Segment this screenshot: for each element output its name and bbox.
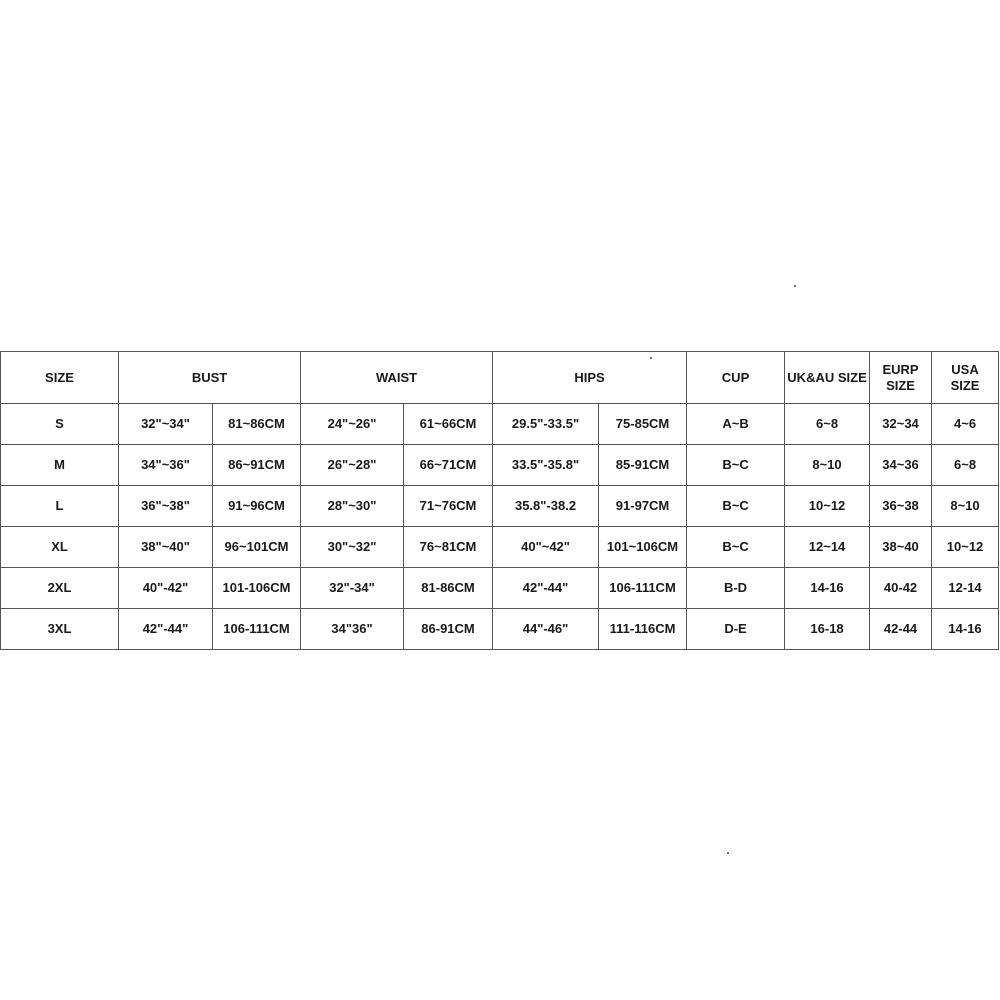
cell-hips-cm: 111-116CM <box>599 609 687 650</box>
cell-usa-size: 4~6 <box>932 404 999 445</box>
table-row <box>1 486 999 527</box>
header-ukau-size: UK&AU SIZE <box>785 352 870 404</box>
cell-usa-size: 14-16 <box>932 609 999 650</box>
cell-waist-cm: 66~71CM <box>404 445 493 486</box>
cell-hips-inches: 35.8"-38.2 <box>493 486 599 527</box>
cell-usa-size: 12-14 <box>932 568 999 609</box>
cell-hips-cm: 106-111CM <box>599 568 687 609</box>
header-eurp-line2: SIZE <box>886 377 915 393</box>
header-bust: BUST <box>119 352 301 404</box>
cell-cup: A~B <box>687 404 785 445</box>
cell-cup: B~C <box>687 527 785 568</box>
header-eurp-line1: EURP <box>882 361 919 377</box>
cell-cup: B~C <box>687 445 785 486</box>
cell-waist-inches: 32"-34" <box>301 568 404 609</box>
cell-waist-inches: 34"36" <box>301 609 404 650</box>
cell-usa-size: 6~8 <box>932 445 999 486</box>
cell-hips-cm: 85-91CM <box>599 445 687 486</box>
cell-bust-inches: 42"-44" <box>119 609 213 650</box>
table-row <box>1 527 999 568</box>
cell-bust-cm: 96~101CM <box>213 527 301 568</box>
cell-eurp-size: 36~38 <box>870 486 932 527</box>
cell-eurp-size: 38~40 <box>870 527 932 568</box>
header-size: SIZE <box>1 352 119 404</box>
cell-waist-cm: 71~76CM <box>404 486 493 527</box>
cell-bust-inches: 38"~40" <box>119 527 213 568</box>
cell-eurp-size: 34~36 <box>870 445 932 486</box>
cell-hips-inches: 44"-46" <box>493 609 599 650</box>
cell-hips-inches: 42"-44" <box>493 568 599 609</box>
cell-bust-inches: 32"~34" <box>119 404 213 445</box>
table-row <box>1 404 999 445</box>
speck-mark <box>650 357 652 359</box>
cell-ukau-size: 16-18 <box>785 609 870 650</box>
cell-bust-inches: 40"-42" <box>119 568 213 609</box>
cell-hips-inches: 29.5"-33.5" <box>493 404 599 445</box>
cell-hips-cm: 75-85CM <box>599 404 687 445</box>
speck-mark <box>794 285 796 287</box>
cell-waist-cm: 61~66CM <box>404 404 493 445</box>
cell-ukau-size: 12~14 <box>785 527 870 568</box>
cell-usa-size: 10~12 <box>932 527 999 568</box>
cell-waist-cm: 76~81CM <box>404 527 493 568</box>
cell-bust-cm: 91~96CM <box>213 486 301 527</box>
cell-cup: D-E <box>687 609 785 650</box>
cell-waist-cm: 86-91CM <box>404 609 493 650</box>
cell-hips-cm: 91-97CM <box>599 486 687 527</box>
cell-eurp-size: 42-44 <box>870 609 932 650</box>
cell-size: 2XL <box>1 568 119 609</box>
cell-size: L <box>1 486 119 527</box>
cell-size: XL <box>1 527 119 568</box>
table-row <box>1 568 999 609</box>
table-row <box>1 609 999 650</box>
header-eurp-size <box>870 352 932 404</box>
table-row <box>1 445 999 486</box>
cell-eurp-size: 32~34 <box>870 404 932 445</box>
cell-ukau-size: 10~12 <box>785 486 870 527</box>
header-cup: CUP <box>687 352 785 404</box>
cell-waist-inches: 28"~30" <box>301 486 404 527</box>
header-row <box>1 352 999 404</box>
header-waist: WAIST <box>301 352 493 404</box>
cell-hips-inches: 33.5"-35.8" <box>493 445 599 486</box>
cell-bust-inches: 34"~36" <box>119 445 213 486</box>
cell-bust-cm: 81~86CM <box>213 404 301 445</box>
header-usa-line1: USA <box>951 361 979 377</box>
cell-ukau-size: 8~10 <box>785 445 870 486</box>
cell-ukau-size: 6~8 <box>785 404 870 445</box>
cell-waist-inches: 24"~26" <box>301 404 404 445</box>
cell-bust-cm: 106-111CM <box>213 609 301 650</box>
cell-size: S <box>1 404 119 445</box>
cell-cup: B-D <box>687 568 785 609</box>
cell-size: M <box>1 445 119 486</box>
cell-bust-cm: 86~91CM <box>213 445 301 486</box>
cell-hips-inches: 40"~42" <box>493 527 599 568</box>
header-usa-size <box>932 352 999 404</box>
header-hips: HIPS <box>493 352 687 404</box>
cell-waist-cm: 81-86CM <box>404 568 493 609</box>
cell-bust-cm: 101-106CM <box>213 568 301 609</box>
header-usa-line2: SIZE <box>950 377 980 393</box>
cell-size: 3XL <box>1 609 119 650</box>
speck-mark <box>727 852 729 854</box>
cell-cup: B~C <box>687 486 785 527</box>
cell-usa-size: 8~10 <box>932 486 999 527</box>
cell-waist-inches: 30"~32" <box>301 527 404 568</box>
size-chart-table <box>0 351 999 650</box>
cell-eurp-size: 40-42 <box>870 568 932 609</box>
cell-bust-inches: 36"~38" <box>119 486 213 527</box>
cell-ukau-size: 14-16 <box>785 568 870 609</box>
cell-waist-inches: 26"~28" <box>301 445 404 486</box>
cell-hips-cm: 101~106CM <box>599 527 687 568</box>
